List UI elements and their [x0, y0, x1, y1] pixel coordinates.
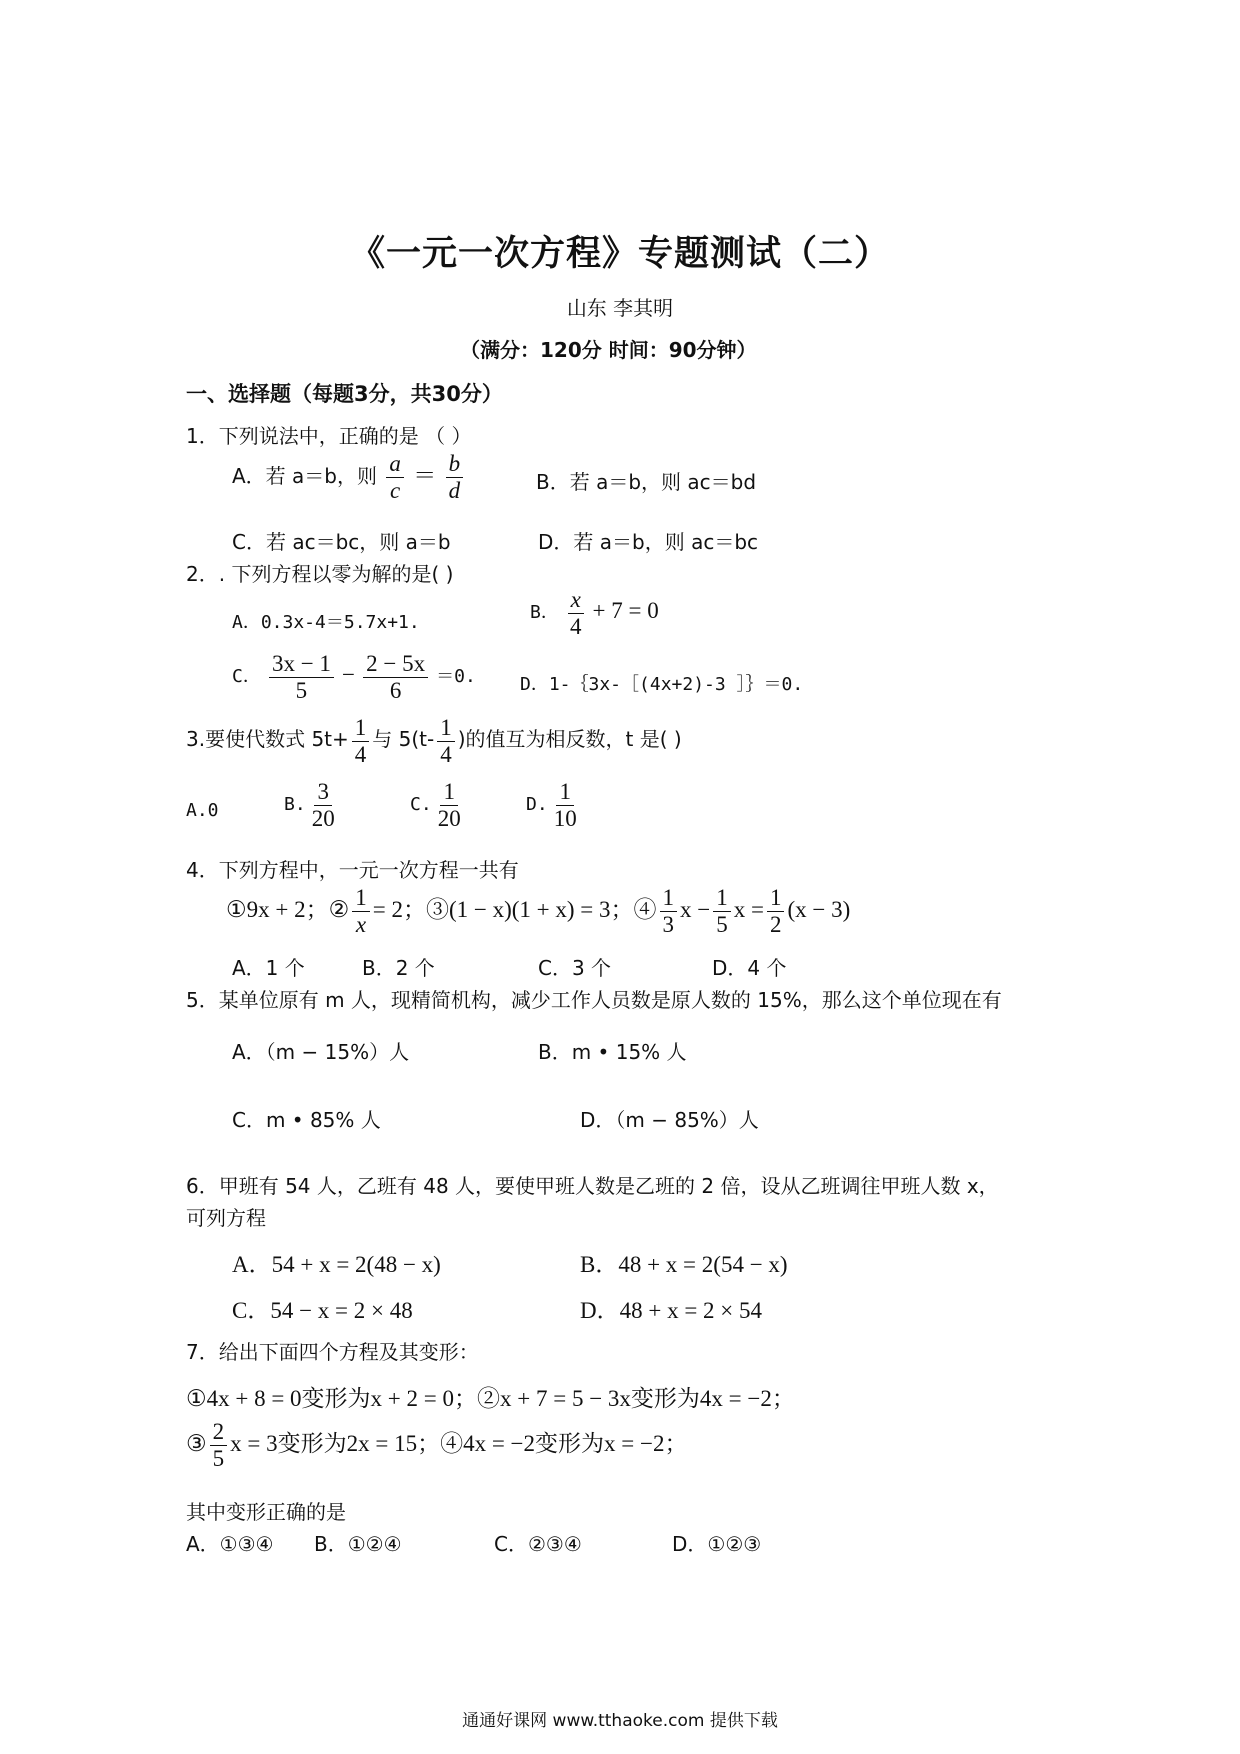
q6-stem-line2: 可列方程: [186, 1206, 266, 1230]
q4-option-c: C．3 个: [538, 956, 612, 980]
q2-c-frac1: $\frac{3x - 1}{5}$: [269, 652, 334, 703]
footer: 通通好课网 www.tthaoke.com 提供下载: [462, 1711, 778, 1731]
q1-a-frac2: $\frac{b}{d}$: [446, 452, 464, 503]
q4-eq4-rest: (x − 3): [787, 896, 851, 922]
q2-option-d: D．1-｛3x-［(4x+2)-3 ］｝＝0.: [520, 674, 804, 695]
q6-option-d: D．48 + x = 2 × 54: [580, 1298, 763, 1323]
q5-option-a: A．（m − 15%）人: [232, 1040, 410, 1064]
q4-stem: 4．下列方程中，一元一次方程一共有: [186, 858, 519, 882]
q3-option-a: A.0: [186, 800, 219, 821]
q2-c-label: C．: [232, 666, 261, 688]
q2-option-c: [232, 652, 476, 703]
q7-stem: 7．给出下面四个方程及其变形：: [186, 1340, 479, 1364]
q4-option-d: D．4 个: [712, 956, 787, 980]
q6-option-b: B．48 + x = 2(54 − x): [580, 1252, 788, 1277]
q3-b-frac: $\frac{3}{20}$: [311, 779, 335, 832]
page-title: 《一元一次方程》专题测试（二）: [349, 234, 890, 274]
q4-eq4-mid1: x −: [680, 896, 711, 922]
q1-option-b: B．若 a＝b，则 ac＝bd: [536, 470, 757, 494]
q3-option-d: [526, 780, 583, 831]
q3-option-b: [284, 780, 341, 831]
q3-stem-part2: 与 5(t-: [372, 727, 435, 752]
q4-eq4-frac3: $\frac{1}{2}$: [767, 886, 785, 937]
q4-eq1: ①9x + 2；: [226, 896, 329, 922]
q2-c-rest: ＝0.: [436, 666, 476, 688]
q3-c-label: C.: [410, 794, 432, 816]
q6-option-a: A．54 + x = 2(48 − x): [232, 1252, 441, 1277]
q7-option-c: C．②③④: [494, 1532, 582, 1556]
q4-eq4-mid2: x =: [733, 896, 764, 922]
q3-stem: [186, 716, 682, 767]
q1-stem: 1．下列说法中，正确的是 （ ）: [186, 424, 472, 448]
q7-line2-rest: x = 3变形为2x = 15；④4x = −2变形为x = −2；: [230, 1430, 688, 1456]
q4-eq2-label: ②: [328, 896, 350, 922]
q6-option-c: C．54 − x = 2 × 48: [232, 1298, 413, 1323]
q7-option-d: D．①②③: [672, 1532, 762, 1556]
q7-line1: ①4x + 8 = 0变形为x + 2 = 0；②x + 7 = 5 − 3x变形为4x = −2；: [186, 1386, 795, 1411]
q1-option-c: C．若 ac＝bc，则 a＝b: [232, 530, 451, 554]
q3-option-c: [410, 780, 467, 831]
q2-b-rest: + 7 = 0: [592, 598, 659, 624]
q7-line2-label: ③: [186, 1430, 207, 1456]
q1-a-text: A．若 a＝b，则: [232, 464, 377, 489]
q5-option-c: C．m • 85% 人: [232, 1108, 381, 1132]
q2-c-minus: −: [342, 662, 355, 688]
q4-eq2-frac: $\frac{1}{x}$: [352, 886, 370, 937]
section-heading: 一、选择题（每题3分，共30分）: [186, 382, 503, 406]
q3-d-label: D.: [526, 794, 548, 816]
q5-option-d: D．（m − 85%）人: [580, 1108, 759, 1132]
q1-a-frac1: $\frac{a}{c}$: [386, 452, 404, 503]
q7-option-b: B．①②④: [314, 1532, 402, 1556]
q5-option-b: B．m • 15% 人: [538, 1040, 687, 1064]
q7-line2: [186, 1420, 687, 1471]
q2-option-b: [530, 588, 659, 639]
q3-b-label: B.: [284, 794, 306, 816]
q2-stem: 2．. 下列方程以零为解的是( ): [186, 562, 454, 586]
q3-frac2: $\frac{1}{4}$: [437, 716, 455, 767]
q1-option-d: D．若 a＝b，则 ac＝bc: [538, 530, 759, 554]
q4-eq2-rest: = 2；: [372, 896, 426, 922]
score-info: （满分：120分 时间：90分钟）: [460, 338, 757, 362]
q7-line3: 其中变形正确的是: [186, 1500, 346, 1524]
q3-stem-part1: 3.要使代数式 5t+: [186, 727, 349, 752]
q4-eq4-frac2: $\frac{1}{5}$: [713, 886, 731, 937]
q3-d-frac: $\frac{1}{10}$: [553, 779, 577, 832]
q3-frac1: $\frac{1}{4}$: [352, 716, 370, 767]
q1-option-a: [232, 452, 466, 503]
q4-eq4-label: ④: [633, 896, 657, 922]
q2-c-frac2: $\frac{2 - 5x}{6}$: [363, 652, 428, 703]
q4-equations: [226, 886, 850, 937]
q4-option-b: B．2 个: [362, 956, 435, 980]
q3-c-frac: $\frac{1}{20}$: [437, 779, 461, 832]
q2-b-frac: $\frac{x}{4}$: [567, 588, 585, 639]
q4-eq4-frac1: $\frac{1}{3}$: [660, 886, 678, 937]
q2-b-label: B．: [530, 602, 559, 624]
q4-option-a: A．1 个: [232, 956, 305, 980]
q7-line2-frac: $\frac{2}{5}$: [210, 1420, 228, 1471]
author: 山东 李其明: [566, 296, 674, 320]
q3-stem-part3: )的值互为相反数，t 是( ): [457, 727, 682, 752]
q2-option-a: A．0.3x-4＝5.7x+1.: [232, 612, 420, 633]
q4-eq3: ③(1 − x)(1 + x) = 3；: [425, 896, 634, 922]
q6-stem-line1: 6．甲班有 54 人，乙班有 48 人，要使甲班人数是乙班的 2 倍，设从乙班调往甲班人数 x，: [186, 1174, 999, 1198]
q7-option-a: A．①③④: [186, 1532, 274, 1556]
q1-a-eq: ＝: [413, 463, 437, 489]
q5-stem: 5．某单位原有 m 人，现精简机构，减少工作人员数是原人数的 15%，那么这个单位现在有: [186, 988, 1002, 1012]
